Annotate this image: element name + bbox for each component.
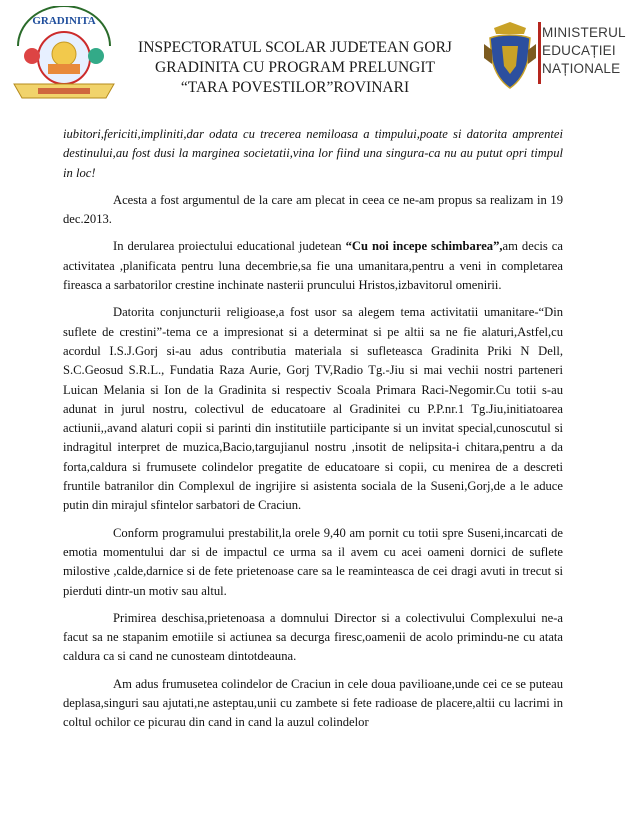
header-line-3: “TARA POVESTILOR”ROVINARI — [180, 79, 410, 96]
header-line-1: INSPECTORATUL SCOLAR JUDETEAN GORJ — [138, 39, 452, 56]
paragraph-3: Datorita conjuncturii religioase,a fost usor sa alegem tema activitatii umanitare-“Din suflete de crestini”-tema ce a impresionat si a determinat si pe altii sa ne fie alaturi,Astfel,cu acordul I.S.J.Gorj si-au adus contributia materiala si sufleteasca Gradinita Priki N Dell, S.C.Geosud S.R.L., Fundatia Raza Aurie, Gorj TV,Radio Tg.-Jiu si mai vechii nostri parteneri Luican Melania si Ion de la Gradinita si respectiv Scoala Primara Raci-Negomir.Cu totii s-au adunat in jurul nostru, colectivul de educatoare al Gradinitei cu P.P.nr.1 Tg.Jiu,initiatoarea actiunii,,avand alaturi copii si parinti din institutiile participante si un invitat special,cunoscutul si indragitul interpret de muzica,Bacio,targujianul nostru ,insotit de nelipsita-i chitara,pentru a da forta,caldura si frumusete colindelor pregatite de educatoare si copii, cu menirea de a descreti fruntile batranilor din Complexul de ingrijire si asistenta sociala de la Suseni,Gorj,de a le aduce putin din mirajul sfintelor sarbatori de Craciun. — [63, 305, 563, 513]
ministry-name — [542, 24, 632, 78]
ministry-line-3: NAȚIONALE — [542, 61, 621, 76]
ministry-line-1: MINISTERUL — [542, 25, 626, 40]
paragraph-2-start: In derularea proiectului educational judetean — [113, 239, 346, 254]
ministry-divider — [538, 22, 541, 84]
paragraph-4: Conform programului prestabilit,la orele 9,40 am pornit cu totii spre Suseni,incarcati de emotia momentului dar si de impactul ce urma sa il avem cu acei oameni dornici de suflete milostive ,calde,darnice si de fete prietenoase care sa le reaminteasca de cei dragi avuti in trecut si pierduti dintr-un motiv sau altul. — [63, 525, 563, 598]
ministry-logo — [480, 20, 630, 92]
page-header — [0, 0, 638, 118]
logo-text: GRADINITA — [32, 15, 96, 27]
project-title: “Cu noi incepe schimbarea”, — [345, 239, 503, 254]
paragraph-1: Acesta a fost argumentul de la care am plecat in ceea ce ne-am propus sa realizam in 19 dec.2013. — [63, 192, 563, 227]
header-line-2: GRADINITA CU PROGRAM PRELUNGIT — [155, 59, 435, 76]
coat-of-arms-icon — [480, 20, 540, 92]
header-title — [120, 38, 470, 98]
document-body — [63, 125, 563, 741]
kindergarten-logo — [8, 6, 120, 106]
paragraph-2-end: am decis ca activitatea ,planificata pentru luna decembrie,sa fie una umanitara,pentru a veni in completarea fireasca a sarbatorilor crestine inchinate nasterii pruncului Hristos,izbavitorul omenirii. — [63, 239, 563, 293]
paragraph-2 — [63, 237, 563, 295]
ministry-line-2: EDUCAȚIEI — [542, 43, 616, 58]
paragraph-6: Am adus frumusetea colindelor de Craciun in cele doua pavilioane,unde cei ce se puteau deplasa,singuri sau ajutati,ne asteptau,unii cu zambete si fete radioase de placere,altii cu lacrimi in coltul ochilor ce picurau din cand in cand la auzul colindelor — [63, 676, 563, 730]
paragraph-5: Primirea deschisa,prietenoasa a domnului Director si a colectivului Complexului ne-a facut sa ne stapanim emotiile si actiunea sa decurga firesc,oamenii de acolo primindu-ne cu atata caldura ca si cand ne cunosteam dintotdeauna. — [63, 610, 563, 664]
paragraph-0: iubitori,fericiti,impliniti,dar odata cu trecerea nemiloasa a timpului,poate si datorita amprentei destinului,au fost dusi la marginea societatii,vina lor fiind una singura-ca nu au putut opri timpul in loc! — [63, 127, 563, 180]
